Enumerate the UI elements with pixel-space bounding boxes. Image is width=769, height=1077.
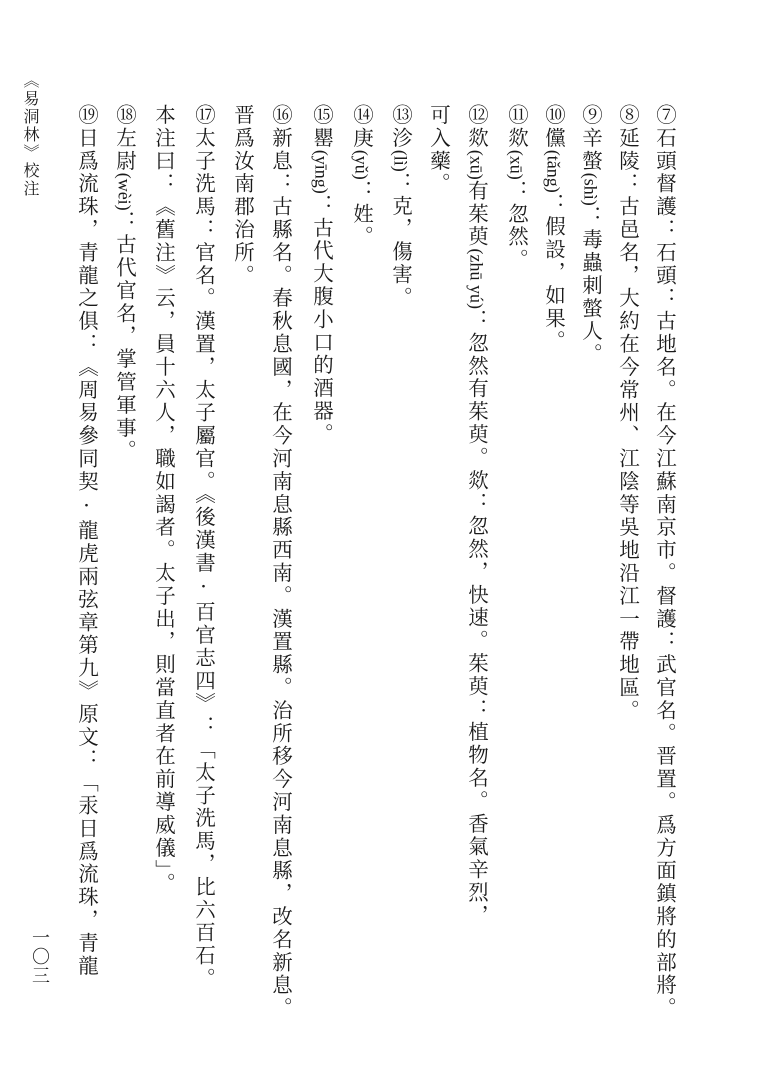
note-16: ⑯新息：古縣名。春秋息國，在今河南息縣西南。漢置縣。治所移今河南息縣，改名新息。 bbox=[268, 104, 293, 1020]
running-head: 《易洞林》校注 bbox=[21, 72, 40, 198]
note-13: ⑬沴(lì)：克，傷害。 bbox=[388, 104, 413, 310]
note-16-continued: 晋爲汝南郡治所。 bbox=[230, 104, 255, 288]
note-11: ⑪欻(xū)：忽然。 bbox=[504, 104, 529, 272]
note-17: ⑰太子洗馬：官名。漢置，太子屬官。《後漢書·百官志四》：「太子洗馬，比六百石。 bbox=[191, 104, 216, 991]
note-18: ⑱左尉(wèi)：古代官名，掌管軍事。 bbox=[112, 104, 137, 463]
note-14: ⑭庚(yǔ)：姓。 bbox=[349, 104, 374, 249]
note-12-continued: 可入藥。 bbox=[426, 104, 451, 196]
page-number: 一〇三 bbox=[29, 928, 50, 985]
note-15: ⑮罌(yīng)：古代大腹小口的酒器。 bbox=[309, 104, 334, 446]
note-8: ⑧延陵：古邑名，大約在今常州、江陰等吳地沿江一帶地區。 bbox=[615, 104, 640, 723]
note-7: ⑦石頭督護：石頭：古地名。在今江蘇南京市。督護：武官名。晋置。爲方面鎮將的部將。 bbox=[652, 104, 677, 1020]
note-9: ⑨辛螫(shì)：毒蟲刺螫人。 bbox=[578, 104, 603, 367]
note-10: ⑩儻(tǎng)：假設，如果。 bbox=[541, 104, 566, 354]
note-19: ⑲日爲流珠，青龍之俱：《周易參同契·龍虎兩弦章第九》原文：「汞日爲流珠，青龍 bbox=[74, 104, 99, 978]
note-12: ⑫欻(xū)有茱萸(zhū yú)：忽然有茱萸。欻：忽然，快速。茱萸：植物名。香氣辛烈， bbox=[464, 104, 489, 928]
note-17-continued: 本注曰：《舊注》云，員十六人，職如謁者。太子出，則當直者在前導威儀」。 bbox=[151, 104, 176, 896]
